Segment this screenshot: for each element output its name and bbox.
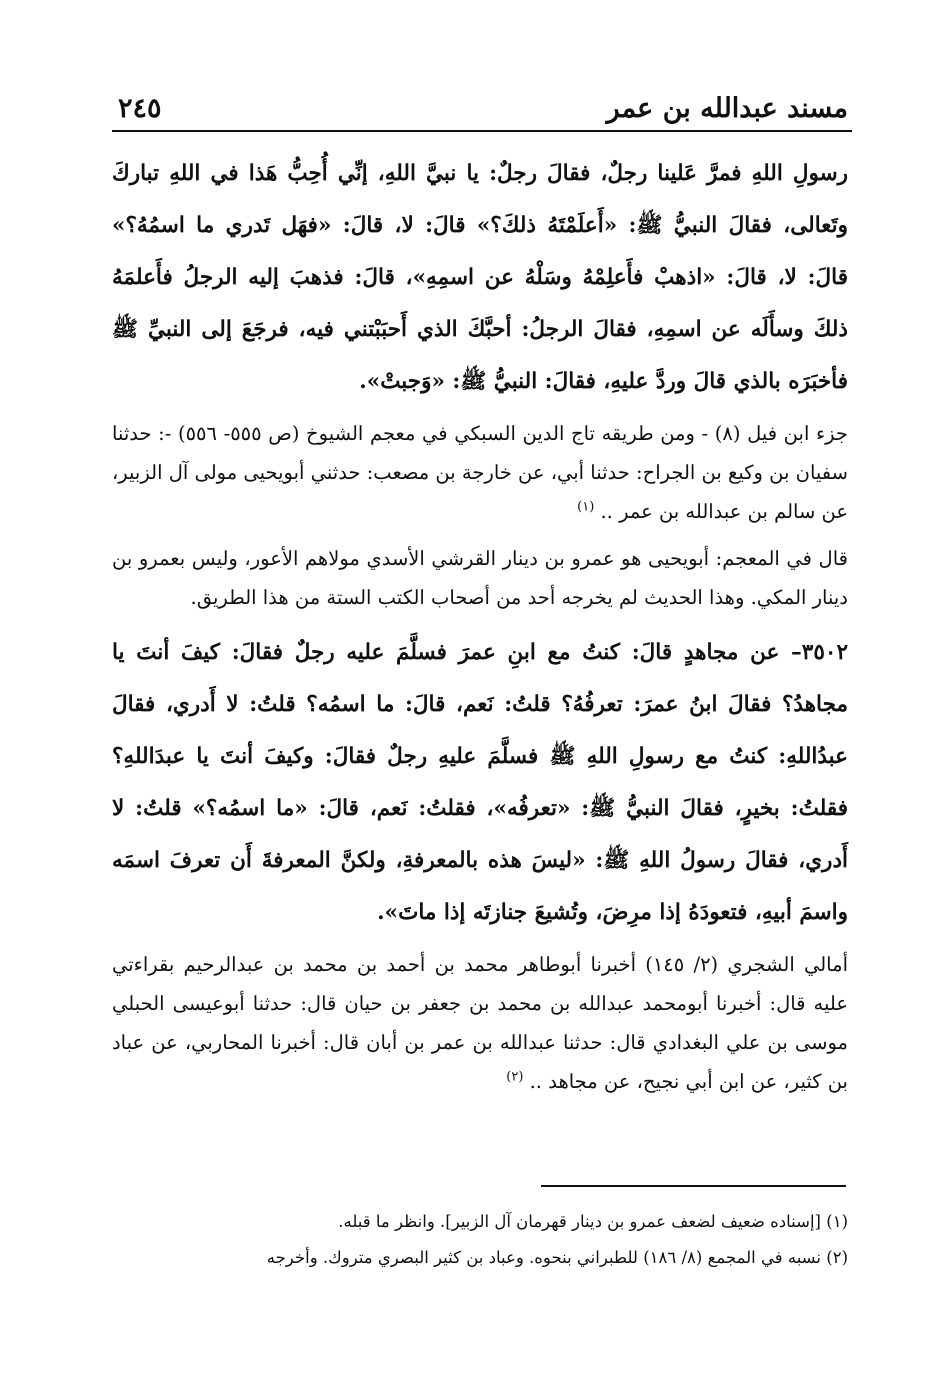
hadith-number: ٣٥٠٢– [791,640,848,665]
source-text: أمالي الشجري (٢/ ١٤٥) أخبرنا أبوطاهر محمد بن أحمد بن محمد بن عبدالرحيم بقراءتي عليه قال: أخبرنا أبومحمد عبدالله بن محمد بن جعفر بن حيان قال: حدثنا أبوعيسى الحبلي موسى بن علي البغدادي قال: حدثنا عبدالله بن عمر بن أبان قال: أخبرنا المحاربي، عن عباد بن كثير، عن ابن أبي نجيح، عن مجاهد .. [112,953,848,1093]
footnote-ref[interactable]: (٢) [506,1069,524,1085]
hadith-text: عن مجاهدٍ قالَ: كنتُ مع ابنِ عمرَ فسلَّمَ عليه رجلٌ فقالَ: كيفَ أنتَ يا مجاهدُ؟ فقالَ ابنُ عمرَ: تعرفُهُ؟ قلتُ: نَعم، قالَ: ما اسمُه؟ قلتُ: لا أَدري، فقالَ عبدُاللهِ: كنتُ مع رسولِ اللهِ ﷺ فسلَّمَ عليهِ رجلٌ فقالَ: وكيفَ أنتَ يا عبدَاللهِ؟ فقلتُ: بخيرٍ، فقالَ النبيُّ ﷺ: «تعرفُه»، فقلتُ: نَعم، قالَ: «ما اسمُه؟» قلتُ: لا أَدري، فقالَ رسولُ اللهِ ﷺ: «ليسَ هذه بالمعرفةِ، ولكنَّ المعرفةَ أَن تعرفَ اسمَه واسمَ أبيهِ، فتعودَهُ إذا مرِضَ، وتُشيعَ جنازتَه إذا ماتَ». [112,640,848,925]
source-text: جزء ابن فيل (٨) - ومن طريقه تاج الدين السبكي في معجم الشيوخ (ص ٥٥٥- ٥٥٦) -: حدثنا سفيان بن وكيع بن الجراح: حدثنا أبي، عن خارجة بن مصعب: حدثني أبويحيى مولى آل الزبير، عن سالم بن عبدالله بن عمر .. [112,422,848,523]
hadith-text: رسولِ اللهِ فمرَّ عَلينا رجلٌ، فقالَ رجلٌ: يا نبيَّ اللهِ، إنِّي أُحِبُّ هَذا في اللهِ تباركَ وتَعالى، فقالَ النبيُّ ﷺ: «أَعلَمْتَهُ ذلكَ؟» قالَ: لا، قالَ: «فهَل تَدري ما اسمُهُ؟» قالَ: لا، قالَ: «اذهبْ فأَعلِمْهُ وسَلْهُ عن اسمِهِ»، قالَ: فذهبَ إليه الرجلُ فأَعلمَهُ ذلكَ وسأَلَه عن اسمِهِ، فقالَ الرجلُ: أحبَّكَ الذي أَحبَبْتني فيه، فرجَعَ إلى النبيِّ ﷺ فأخبَرَه بالذي قالَ وردَّ عليهِ، فقالَ: النبيُّ ﷺ: «وَجبتْ». [112,161,848,394]
source-paragraph [112,414,848,531]
hadith-paragraph [112,627,848,939]
main-text [112,148,848,1101]
commentary-paragraph [112,539,848,617]
running-title: مسند عبدالله بن عمر [606,93,848,124]
footnote-ref[interactable]: (١) [577,499,595,515]
footnotes [112,1204,848,1276]
footnote: (١) [إسناده ضعيف لضعف عمرو بن دينار قهرمان آل الزبير]. وانظر ما قبله. [338,1212,848,1231]
hadith-paragraph [112,148,848,408]
page-number: ٢٤٥ [118,93,162,124]
commentary-text: قال في المعجم: أبويحيى هو عمرو بن دينار القرشي الأسدي مولاهم الأعور، وليس بعمرو بن دينار المكي. وهذا الحديث لم يخرجه أحد من أصحاب الكتب الستة من هذا الطريق. [112,547,848,609]
footnote: (٢) نسبه في المجمع (٨/ ١٨٦) للطبراني بنحوه. وعباد بن كثير البصري متروك. وأخرجه [266,1248,848,1267]
header-rule [112,130,852,132]
page-header [118,84,848,124]
source-paragraph [112,945,848,1101]
footnote-separator [541,1185,846,1187]
